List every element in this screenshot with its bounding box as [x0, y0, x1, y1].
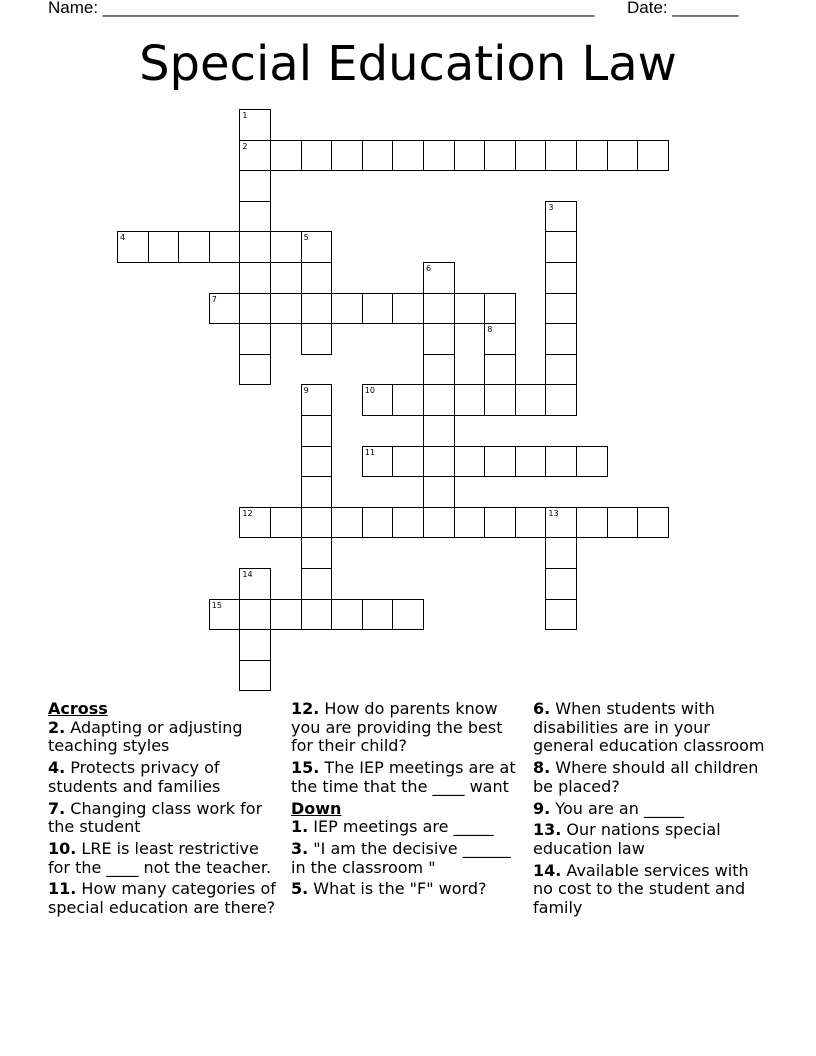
clue-down-3 — [291, 840, 519, 877]
clue-text: The IEP meetings are at the time that the ____ want — [291, 758, 516, 796]
grid-cell[interactable] — [239, 231, 271, 263]
cell-number: 7 — [211, 294, 217, 304]
grid-cell[interactable] — [239, 599, 271, 631]
clue-down-1 — [291, 818, 519, 837]
cell-number: 4 — [120, 233, 126, 243]
clue-number: 5. — [291, 879, 309, 899]
grid-cell[interactable] — [545, 231, 577, 263]
clue-column-3 — [533, 700, 773, 921]
grid-cell[interactable] — [239, 293, 271, 325]
grid-cell[interactable] — [392, 293, 424, 325]
grid-cell[interactable] — [637, 140, 669, 172]
clue-text: How do parents know you are providing the best for their child? — [291, 699, 503, 756]
grid-cell[interactable] — [423, 384, 455, 416]
grid-cell[interactable] — [545, 293, 577, 325]
grid-cell[interactable] — [239, 140, 271, 172]
grid-cell[interactable] — [209, 231, 241, 263]
grid-cell[interactable] — [484, 140, 516, 172]
cell-number: 3 — [548, 202, 554, 212]
grid-cell[interactable] — [423, 140, 455, 172]
down-heading: Down — [291, 798, 342, 818]
grid-cell[interactable] — [301, 568, 333, 600]
grid-cell[interactable] — [545, 537, 577, 569]
cell-number: 10 — [364, 386, 375, 396]
grid-cell[interactable] — [484, 507, 516, 539]
grid-cell[interactable] — [454, 384, 486, 416]
grid-cell[interactable] — [423, 446, 455, 478]
cell-number: 12 — [242, 508, 253, 518]
grid-cell[interactable] — [423, 262, 455, 294]
grid-cell[interactable] — [301, 262, 333, 294]
name-line — [48, 0, 594, 19]
grid-cell[interactable] — [545, 140, 577, 172]
clue-down-6 — [533, 700, 773, 756]
grid-cell[interactable] — [270, 599, 302, 631]
grid-cell[interactable] — [270, 293, 302, 325]
grid-cell[interactable] — [331, 599, 363, 631]
clue-down-8 — [533, 759, 773, 796]
grid-cell[interactable] — [239, 262, 271, 294]
clue-across-12 — [291, 700, 519, 756]
grid-cell[interactable] — [178, 231, 210, 263]
grid-cell[interactable] — [239, 629, 271, 661]
clue-number: 9. — [533, 798, 551, 818]
grid-cell[interactable] — [392, 384, 424, 416]
cell-number: 14 — [242, 570, 253, 579]
grid-cell[interactable] — [239, 109, 271, 141]
grid-cell[interactable] — [545, 323, 577, 355]
grid-cell[interactable] — [423, 323, 455, 355]
puzzle-title: Special Education Law — [139, 36, 677, 92]
grid-cell[interactable] — [454, 293, 486, 325]
grid-cell[interactable] — [545, 384, 577, 416]
grid-cell[interactable] — [515, 140, 547, 172]
clue-down-14 — [533, 862, 773, 918]
grid-cell[interactable] — [331, 293, 363, 325]
grid-cell[interactable] — [484, 384, 516, 416]
clue-down-9 — [533, 800, 773, 819]
grid-cell[interactable] — [484, 293, 516, 325]
grid-cell[interactable] — [362, 507, 394, 539]
grid-cell[interactable] — [607, 507, 639, 539]
grid-cell[interactable] — [545, 354, 577, 386]
clue-text: Changing class work for the student — [48, 798, 263, 837]
grid-cell[interactable] — [607, 140, 639, 172]
clue-text: How many categories of special education are there? — [48, 879, 276, 918]
grid-cell[interactable] — [301, 415, 333, 447]
grid-cell[interactable] — [423, 415, 455, 447]
grid-cell[interactable] — [362, 293, 394, 325]
clue-number: 1. — [291, 817, 309, 837]
grid-cell[interactable] — [148, 231, 180, 263]
grid-cell[interactable] — [515, 384, 547, 416]
date-field[interactable]: _______ — [672, 0, 739, 17]
grid-cell[interactable] — [484, 354, 516, 386]
grid-cell[interactable] — [239, 354, 271, 386]
clue-number: 14. — [533, 860, 562, 880]
grid-cell[interactable] — [209, 599, 241, 631]
grid-cell[interactable] — [454, 507, 486, 539]
grid-cell[interactable] — [239, 323, 271, 355]
grid-cell[interactable] — [331, 507, 363, 539]
grid-cell[interactable] — [484, 323, 516, 355]
clue-column-1 — [48, 700, 284, 921]
grid-cell[interactable] — [362, 446, 394, 478]
clue-down-13 — [533, 821, 773, 858]
grid-cell[interactable] — [423, 293, 455, 325]
clue-number: 2. — [48, 717, 66, 737]
clue-number: 3. — [291, 838, 309, 858]
clue-text: When students with disabilities are in your general education classroom — [533, 699, 765, 756]
cell-number: 15 — [211, 600, 222, 610]
grid-cell[interactable] — [362, 384, 394, 416]
clue-text: Adapting or adjusting teaching styles — [48, 717, 243, 756]
clue-number: 12. — [291, 699, 320, 718]
grid-cell[interactable] — [545, 201, 577, 233]
grid-cell[interactable] — [301, 599, 333, 631]
clue-text: Available services with no cost to the student and family — [533, 860, 749, 918]
clue-number: 4. — [48, 758, 66, 778]
clue-across-10 — [48, 840, 284, 877]
grid-cell[interactable] — [239, 660, 271, 692]
name-label: Name: — [48, 0, 103, 17]
clue-column-2 — [291, 700, 519, 902]
grid-cell[interactable] — [545, 568, 577, 600]
clue-across-15 — [291, 759, 519, 796]
name-field[interactable]: ____________________________________________________ — [102, 0, 595, 17]
clue-number: 8. — [533, 758, 551, 778]
clue-across-11 — [48, 880, 284, 917]
grid-cell[interactable] — [301, 446, 333, 478]
cell-number: 6 — [426, 264, 432, 273]
clue-text: Protects privacy of students and families — [48, 758, 221, 796]
grid-cell[interactable] — [454, 446, 486, 478]
clue-number: 15. — [291, 758, 320, 778]
across-heading: Across — [48, 699, 108, 718]
clue-text: You are an _____ — [550, 798, 684, 818]
clue-number: 6. — [533, 699, 551, 718]
grid-cell[interactable] — [545, 599, 577, 631]
grid-cell[interactable] — [270, 507, 302, 539]
grid-cell[interactable] — [515, 507, 547, 539]
grid-cell[interactable] — [392, 599, 424, 631]
grid-cell[interactable] — [301, 537, 333, 569]
clue-down-5 — [291, 880, 519, 899]
clue-text: LRE is least restrictive for the ____ not the teacher. — [48, 838, 272, 877]
grid-cell[interactable] — [301, 293, 333, 325]
grid-cell[interactable] — [454, 140, 486, 172]
grid-cell[interactable] — [239, 170, 271, 202]
date-label: Date: — [627, 0, 673, 17]
clue-number: 10. — [48, 838, 77, 858]
grid-cell[interactable] — [301, 384, 333, 416]
grid-cell[interactable] — [515, 446, 547, 478]
clue-across-4 — [48, 759, 284, 796]
grid-cell[interactable] — [301, 140, 333, 172]
clue-number: 7. — [48, 798, 66, 818]
grid-cell[interactable] — [362, 140, 394, 172]
grid-cell[interactable] — [576, 140, 608, 172]
grid-cell[interactable] — [545, 446, 577, 478]
clue-text: IEP meetings are _____ — [308, 817, 494, 837]
grid-cell[interactable] — [392, 446, 424, 478]
grid-cell[interactable] — [331, 140, 363, 172]
cell-number: 8 — [487, 325, 493, 335]
cell-number: 2 — [242, 141, 248, 151]
date-line — [627, 0, 739, 19]
clue-across-2 — [48, 719, 284, 756]
grid-cell[interactable] — [270, 231, 302, 263]
grid-cell[interactable] — [209, 293, 241, 325]
clue-number: 13. — [533, 820, 562, 840]
clue-text: Where should all children be placed? — [533, 758, 759, 796]
grid-cell[interactable] — [117, 231, 149, 263]
grid-cell[interactable] — [576, 507, 608, 539]
cell-number: 5 — [303, 233, 309, 243]
clue-text: What is the "F" word? — [308, 879, 487, 899]
grid-cell[interactable] — [301, 507, 333, 539]
grid-cell[interactable] — [301, 476, 333, 508]
grid-cell[interactable] — [484, 446, 516, 478]
grid-cell[interactable] — [576, 446, 608, 478]
cell-number: 1 — [242, 111, 248, 120]
grid-cell[interactable] — [392, 507, 424, 539]
cell-number: 9 — [303, 386, 309, 396]
cell-number: 13 — [548, 508, 559, 518]
grid-cell[interactable] — [392, 140, 424, 172]
grid-cell[interactable] — [239, 507, 271, 539]
clue-text: "I am the decisive ______ in the classroom " — [291, 838, 511, 877]
grid-cell[interactable] — [423, 476, 455, 508]
cell-number: 11 — [364, 447, 375, 457]
grid-cell[interactable] — [545, 262, 577, 294]
grid-cell[interactable] — [270, 140, 302, 172]
grid-cell[interactable] — [301, 323, 333, 355]
grid-cell[interactable] — [545, 507, 577, 539]
grid-cell[interactable] — [301, 231, 333, 263]
grid-cell[interactable] — [239, 568, 271, 600]
clue-number: 11. — [48, 879, 77, 899]
grid-cell[interactable] — [362, 599, 394, 631]
grid-cell[interactable] — [423, 354, 455, 386]
grid-cell[interactable] — [239, 201, 271, 233]
grid-cell[interactable] — [637, 507, 669, 539]
clue-across-7 — [48, 800, 284, 837]
clue-text: Our nations special education law — [533, 820, 721, 858]
grid-cell[interactable] — [423, 507, 455, 539]
